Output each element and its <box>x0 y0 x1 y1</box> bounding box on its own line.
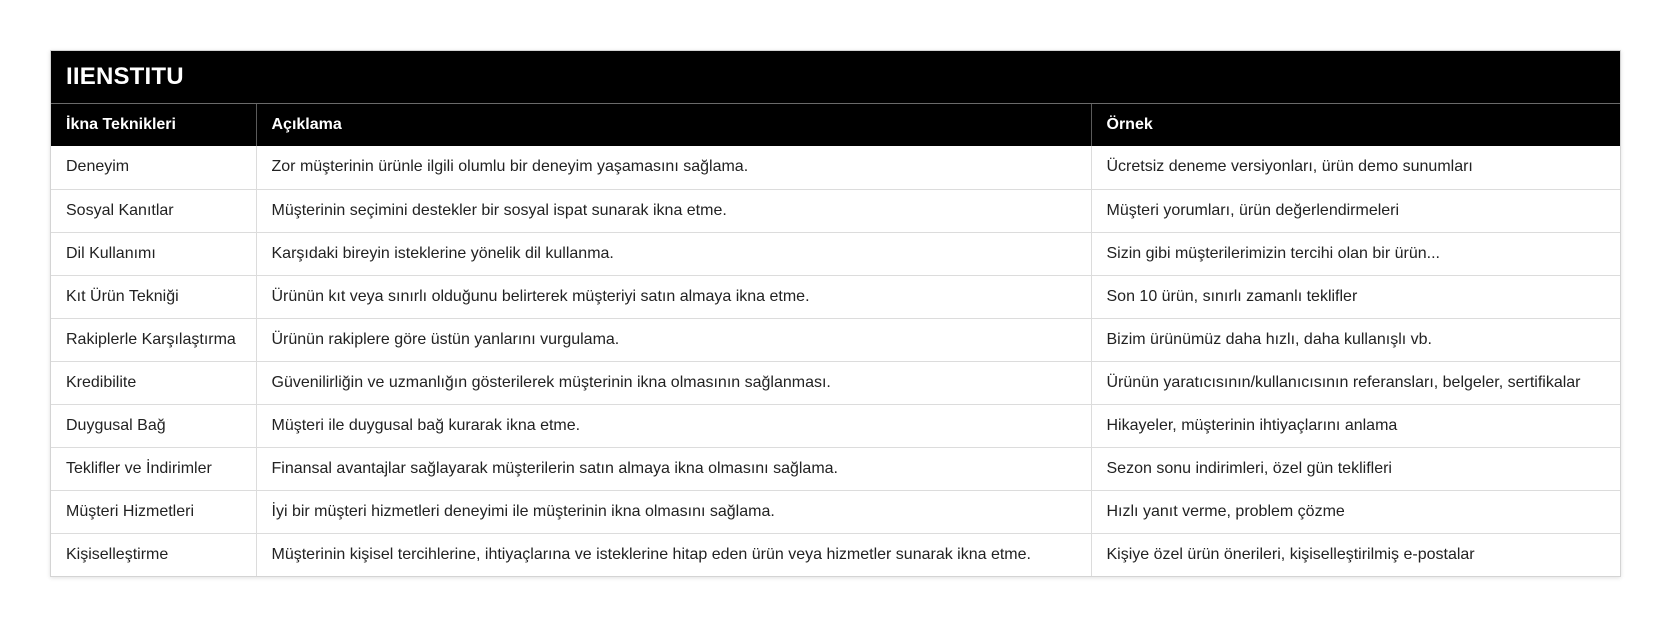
cell-description: Müşterinin kişisel tercihlerine, ihtiyaçlarına ve isteklerine hitap eden ürün veya hizmetler sunarak ikna etme. <box>256 533 1091 576</box>
data-table <box>51 104 1620 576</box>
cell-example: Sezon sonu indirimleri, özel gün teklifleri <box>1091 447 1620 490</box>
cell-technique: Kıt Ürün Tekniği <box>51 275 256 318</box>
cell-example: Müşteri yorumları, ürün değerlendirmeleri <box>1091 189 1620 232</box>
cell-description: Ürünün kıt veya sınırlı olduğunu belirterek müşteriyi satın almaya ikna etme. <box>256 275 1091 318</box>
cell-technique: Müşteri Hizmetleri <box>51 490 256 533</box>
cell-example: Sizin gibi müşterilerimizin tercihi olan bir ürün... <box>1091 232 1620 275</box>
brand-title: IIENSTITU <box>51 51 1620 104</box>
cell-description: Müşteri ile duygusal bağ kurarak ikna etme. <box>256 404 1091 447</box>
table-row <box>51 404 1620 447</box>
cell-technique: Rakiplerle Karşılaştırma <box>51 318 256 361</box>
cell-example: Ücretsiz deneme versiyonları, ürün demo sunumları <box>1106 158 1473 176</box>
cell-description: İyi bir müşteri hizmetleri deneyimi ile müşterinin ikna olmasını sağlama. <box>256 490 1091 533</box>
cell-technique: Kişiselleştirme <box>51 533 256 576</box>
cell-description: Müşterinin seçimini destekler bir sosyal ispat sunarak ikna etme. <box>256 189 1091 232</box>
column-header-technique: İkna Teknikleri <box>51 104 256 146</box>
table-row <box>51 490 1620 533</box>
table-row <box>51 275 1620 318</box>
cell-description: Karşıdaki bireyin isteklerine yönelik dil kullanma. <box>256 232 1091 275</box>
header-row <box>51 104 1620 146</box>
cell-technique: Teklifler ve İndirimler <box>51 447 256 490</box>
cell-description: Zor müşterinin ürünle ilgili olumlu bir deneyim yaşamasını sağlama. <box>256 146 1091 189</box>
cell-example: Ürünün yaratıcısının/kullanıcısının referansları, belgeler, sertifikalar <box>1091 361 1620 404</box>
table-row <box>51 189 1620 232</box>
cell-example: Hızlı yanıt verme, problem çözme <box>1091 490 1620 533</box>
table-row <box>51 318 1620 361</box>
cell-technique: Sosyal Kanıtlar <box>51 189 256 232</box>
table-header <box>51 104 1620 146</box>
table-row <box>51 361 1620 404</box>
column-header-example: Örnek <box>1091 104 1620 146</box>
cell-example: Hikayeler, müşterinin ihtiyaçlarını anlama <box>1091 404 1620 447</box>
column-header-description: Açıklama <box>256 104 1091 146</box>
cell-example: Kişiye özel ürün önerileri, kişiselleştirilmiş e-postalar <box>1091 533 1620 576</box>
table-row <box>51 146 1620 189</box>
table-row <box>51 447 1620 490</box>
persuasion-techniques-table <box>50 50 1621 577</box>
table-row <box>51 533 1620 576</box>
cell-example: Son 10 ürün, sınırlı zamanlı teklifler <box>1091 275 1620 318</box>
cell-technique: Duygusal Bağ <box>51 404 256 447</box>
table-body <box>51 146 1620 576</box>
cell-description: Finansal avantajlar sağlayarak müşterilerin satın almaya ikna olmasını sağlama. <box>256 447 1091 490</box>
cell-description: Ürünün rakiplere göre üstün yanlarını vurgulama. <box>256 318 1091 361</box>
cell-technique: Kredibilite <box>51 361 256 404</box>
cell-example: Bizim ürünümüz daha hızlı, daha kullanışlı vb. <box>1091 318 1620 361</box>
table-row <box>51 232 1620 275</box>
cell-technique: Deneyim <box>51 146 256 189</box>
cell-description: Güvenilirliğin ve uzmanlığın gösterilerek müşterinin ikna olmasının sağlanması. <box>256 361 1091 404</box>
cell-technique: Dil Kullanımı <box>51 232 256 275</box>
